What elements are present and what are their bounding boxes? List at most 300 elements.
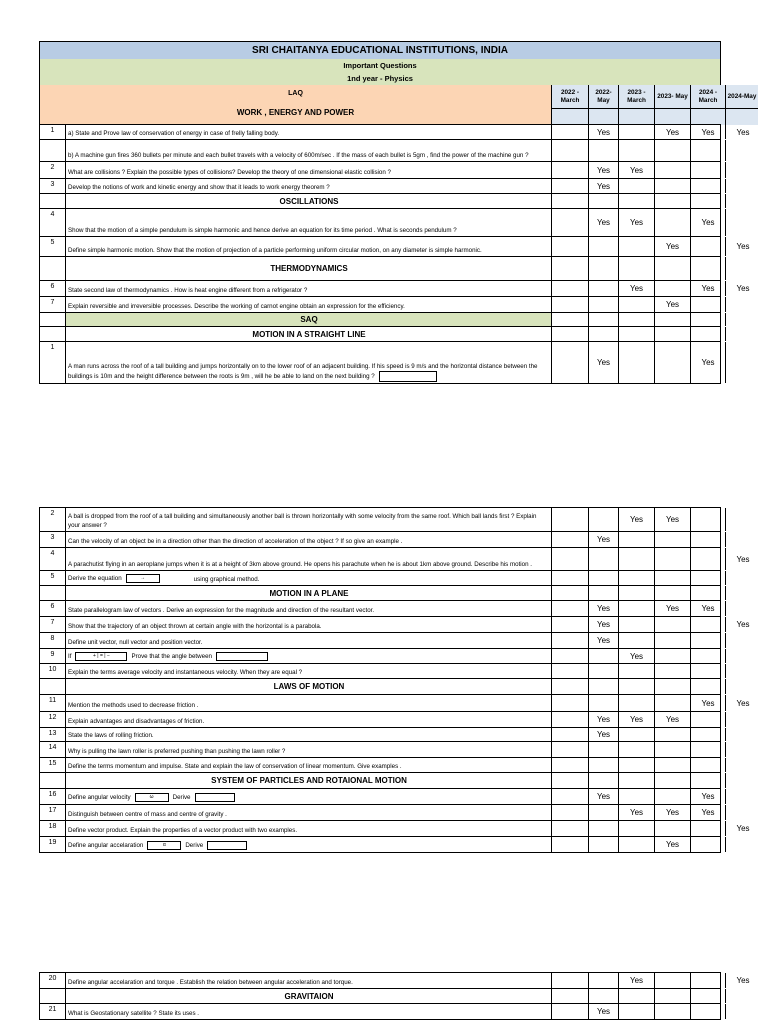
year-cell bbox=[654, 989, 690, 1003]
year-answer-cell: Yes bbox=[588, 162, 618, 178]
section-row bbox=[39, 586, 721, 601]
equation-image bbox=[195, 793, 235, 802]
year-answer-cell bbox=[725, 837, 760, 852]
year-header: 2024-May bbox=[725, 85, 758, 109]
section-title: MOTION IN A STRAIGHT LINE bbox=[65, 327, 552, 341]
year-answer-cell: Yes bbox=[654, 125, 690, 139]
question-text-part: A ball is dropped from the roof of a tall building and simultaneously another ball is thrown horizontally with some velocity from the same roof. Which ball lands first ? Explain your answer ? bbox=[68, 513, 537, 529]
year-answer-cell bbox=[551, 633, 588, 648]
year-header-blank bbox=[725, 109, 758, 125]
year-answer-cell: Yes bbox=[588, 532, 618, 547]
year-cell bbox=[690, 989, 725, 1003]
question-text bbox=[65, 695, 551, 711]
year-answer-cell bbox=[725, 789, 760, 804]
year-answer-cell bbox=[725, 162, 760, 178]
year-answer-cell bbox=[654, 695, 690, 711]
question-text bbox=[65, 649, 551, 663]
question-text-part: a) State and Prove law of conservation of energy in case of frelly falling body. bbox=[68, 129, 280, 137]
section-row bbox=[39, 773, 721, 789]
question-text-part: Derive the equation bbox=[68, 575, 122, 583]
year-answer-cell bbox=[654, 532, 690, 547]
year-answer-cell bbox=[654, 140, 690, 161]
equation-image: ω bbox=[135, 793, 169, 802]
year-cell bbox=[725, 586, 760, 600]
answer-box bbox=[379, 371, 437, 382]
year-cell bbox=[618, 327, 654, 341]
year-answer-cell bbox=[551, 125, 588, 139]
year-cell bbox=[690, 679, 725, 694]
year-answer-cell bbox=[725, 633, 760, 648]
question-text-part: Define unit vector, null vector and position vector. bbox=[68, 638, 203, 646]
year-header: 2022- May bbox=[588, 85, 618, 109]
year-cell bbox=[551, 257, 588, 280]
section-title: LAWS OF MOTION bbox=[65, 679, 552, 694]
question-text bbox=[65, 548, 551, 570]
year-cell bbox=[654, 586, 690, 600]
question-number: 8 bbox=[50, 635, 55, 642]
year-answer-cell bbox=[551, 237, 588, 256]
year-header: 2023- May bbox=[654, 85, 690, 109]
year-answer-cell bbox=[618, 342, 654, 383]
year-cell bbox=[551, 679, 588, 694]
year-answer-cell bbox=[654, 571, 690, 585]
year-cell bbox=[618, 313, 654, 326]
year-answer-cell bbox=[690, 712, 725, 727]
year-cell bbox=[725, 194, 760, 208]
year-answer-cell bbox=[654, 664, 690, 678]
year-answer-cell bbox=[725, 758, 760, 772]
year-answer-cell bbox=[690, 837, 725, 852]
year-header: 2022 - March bbox=[551, 85, 588, 109]
question-number: 19 bbox=[48, 839, 57, 846]
year-answer-cell bbox=[725, 179, 760, 193]
section-row bbox=[39, 989, 721, 1004]
question-text bbox=[65, 837, 551, 852]
year-answer-cell bbox=[588, 548, 618, 570]
question-row bbox=[39, 742, 721, 758]
year-answer-cell bbox=[654, 633, 690, 648]
year-answer-cell bbox=[551, 179, 588, 193]
question-text-part: State the laws of rolling friction. bbox=[68, 731, 154, 739]
question-text bbox=[65, 973, 551, 988]
question-row bbox=[39, 617, 750, 633]
question-text-part: Define angular velocity bbox=[68, 794, 131, 802]
year-answer-cell bbox=[690, 297, 725, 312]
year-answer-cell bbox=[551, 758, 588, 772]
question-row bbox=[39, 712, 721, 728]
section-row bbox=[39, 257, 721, 281]
year-answer-cell bbox=[618, 617, 654, 632]
question-text-part: Develop the notions of work and kinetic energy and show that it leads to work energy theorem ? bbox=[68, 183, 330, 191]
question-number: 7 bbox=[50, 619, 55, 626]
year-answer-cell: Yes bbox=[725, 548, 760, 570]
question-text bbox=[65, 508, 551, 531]
year-answer-cell bbox=[618, 571, 654, 585]
year-answer-cell bbox=[690, 728, 725, 741]
year-cell bbox=[690, 194, 725, 208]
year-answer-cell bbox=[588, 821, 618, 836]
question-text-part: using graphical method. bbox=[193, 575, 260, 583]
year-answer-cell: Yes bbox=[690, 695, 725, 711]
question-row bbox=[39, 728, 721, 742]
year-answer-cell: Yes bbox=[690, 342, 725, 383]
year-answer-cell bbox=[551, 712, 588, 727]
question-row bbox=[39, 633, 721, 649]
question-number: 5 bbox=[50, 239, 55, 246]
year-answer-cell: Yes bbox=[588, 712, 618, 727]
year-answer-cell bbox=[725, 742, 760, 757]
question-row bbox=[39, 664, 721, 679]
question-row bbox=[39, 821, 750, 837]
year-answer-cell bbox=[551, 297, 588, 312]
question-number: 6 bbox=[50, 603, 55, 610]
year-answer-cell: Yes bbox=[588, 789, 618, 804]
question-text-part: Explain advantages and disadvantages of friction. bbox=[68, 717, 205, 725]
year-header-blank bbox=[551, 109, 588, 125]
question-row bbox=[39, 571, 721, 586]
question-number: 15 bbox=[48, 760, 57, 767]
year-cell bbox=[618, 989, 654, 1003]
question-text bbox=[65, 125, 551, 139]
question-row bbox=[39, 124, 750, 140]
question-number: 18 bbox=[48, 823, 57, 830]
question-text-part: Define the terms momentum and impulse. State and explain the law of conservation of linear momentum. Give examples . bbox=[68, 762, 402, 770]
year-answer-cell bbox=[690, 237, 725, 256]
year-cell bbox=[588, 313, 618, 326]
year-cell bbox=[725, 313, 760, 326]
question-text-part: Explain the terms average velocity and instantaneous velocity. When they are equal ? bbox=[68, 668, 303, 676]
year-answer-cell bbox=[725, 209, 760, 236]
year-answer-cell bbox=[654, 758, 690, 772]
question-row bbox=[39, 237, 750, 257]
question-text-part: Derive bbox=[172, 794, 191, 802]
year-answer-cell bbox=[618, 140, 654, 161]
year-answer-cell bbox=[725, 140, 760, 161]
question-number: 1 bbox=[50, 344, 55, 351]
year-cell bbox=[725, 773, 760, 788]
question-text bbox=[65, 140, 551, 161]
year-answer-cell bbox=[725, 532, 760, 547]
year-answer-cell bbox=[725, 342, 760, 383]
year-answer-cell bbox=[690, 617, 725, 632]
question-text bbox=[65, 633, 551, 648]
question-row bbox=[39, 281, 750, 297]
year-answer-cell bbox=[690, 571, 725, 585]
year-answer-cell bbox=[654, 548, 690, 570]
year-answer-cell bbox=[690, 633, 725, 648]
year-answer-cell: Yes bbox=[618, 805, 654, 820]
question-row bbox=[39, 532, 721, 548]
year-answer-cell bbox=[654, 789, 690, 804]
year-answer-cell bbox=[725, 712, 760, 727]
year-answer-cell bbox=[618, 125, 654, 139]
section-title: OSCILLATIONS bbox=[65, 194, 552, 208]
year-answer-cell bbox=[654, 973, 690, 988]
year-answer-cell bbox=[588, 237, 618, 256]
year-answer-cell bbox=[654, 281, 690, 296]
question-number: 9 bbox=[50, 651, 55, 658]
year-cell bbox=[551, 773, 588, 788]
equation-image bbox=[207, 841, 247, 850]
question-text bbox=[65, 342, 551, 383]
year-cell bbox=[654, 679, 690, 694]
saq-table-page3 bbox=[39, 972, 750, 1020]
year-answer-cell: Yes bbox=[654, 508, 690, 531]
question-number: 20 bbox=[48, 975, 57, 982]
year-answer-cell bbox=[654, 649, 690, 663]
question-text-part: State second law of thermodynamics . How is heat engine different from a refrigerator ? bbox=[68, 286, 308, 294]
year-answer-cell bbox=[618, 664, 654, 678]
year-answer-cell bbox=[725, 728, 760, 741]
year-answer-cell bbox=[690, 179, 725, 193]
year-cell bbox=[690, 773, 725, 788]
year-answer-cell: Yes bbox=[690, 601, 725, 616]
year-answer-cell bbox=[725, 649, 760, 663]
year-answer-cell bbox=[551, 548, 588, 570]
year-cell bbox=[588, 773, 618, 788]
year-answer-cell bbox=[551, 695, 588, 711]
question-row bbox=[39, 695, 750, 712]
year-answer-cell bbox=[618, 601, 654, 616]
year-answer-cell bbox=[618, 758, 654, 772]
year-answer-cell bbox=[551, 601, 588, 616]
year-answer-cell bbox=[551, 789, 588, 804]
year-cell bbox=[690, 327, 725, 341]
year-answer-cell: Yes bbox=[654, 805, 690, 820]
year-answer-cell bbox=[725, 508, 760, 531]
year-answer-cell: Yes bbox=[618, 281, 654, 296]
question-text bbox=[65, 237, 551, 256]
year-answer-cell bbox=[551, 742, 588, 757]
year-header-blank bbox=[690, 109, 725, 125]
section-row bbox=[39, 313, 721, 327]
year-answer-cell: Yes bbox=[618, 162, 654, 178]
year-answer-cell: Yes bbox=[725, 125, 760, 139]
year-answer-cell bbox=[588, 805, 618, 820]
year-answer-cell: Yes bbox=[588, 728, 618, 741]
question-row bbox=[39, 209, 721, 237]
question-text bbox=[65, 1004, 551, 1019]
question-row bbox=[39, 837, 721, 853]
year-header: 2024 - March bbox=[690, 85, 725, 109]
question-row bbox=[39, 297, 721, 313]
year-cell bbox=[588, 327, 618, 341]
year-answer-cell: Yes bbox=[690, 209, 725, 236]
question-text-part: Can the velocity of an object be in a direction other than the direction of acceleration of the object ? If so give an example . bbox=[68, 537, 403, 545]
section-row bbox=[39, 679, 721, 695]
question-row bbox=[39, 507, 721, 532]
question-number: 17 bbox=[48, 807, 57, 814]
question-number: 2 bbox=[50, 510, 55, 517]
section-title: SYSTEM OF PARTICLES AND ROTAIONAL MOTION bbox=[65, 773, 552, 788]
question-text bbox=[65, 789, 551, 804]
question-row bbox=[39, 342, 721, 384]
year-answer-cell bbox=[654, 742, 690, 757]
year-answer-cell bbox=[588, 973, 618, 988]
year-answer-cell bbox=[690, 649, 725, 663]
year-cell bbox=[725, 989, 760, 1003]
question-text bbox=[65, 821, 551, 836]
year-cell bbox=[618, 257, 654, 280]
year-cell bbox=[588, 194, 618, 208]
laq-table bbox=[39, 124, 750, 384]
year-answer-cell: Yes bbox=[690, 789, 725, 804]
question-text-part: Show that the motion of a simple pendulum is simple harmonic and hence derive an equation for its time period . What is seconds pendulum ? bbox=[68, 226, 457, 234]
question-text bbox=[65, 742, 551, 757]
header-block bbox=[39, 41, 757, 124]
year-cell bbox=[618, 194, 654, 208]
year-answer-cell bbox=[618, 297, 654, 312]
year-answer-cell bbox=[551, 209, 588, 236]
question-text bbox=[65, 601, 551, 616]
year-cell bbox=[551, 194, 588, 208]
year-answer-cell bbox=[690, 742, 725, 757]
year-cell bbox=[551, 313, 588, 326]
year-cell bbox=[618, 679, 654, 694]
question-text bbox=[65, 728, 551, 741]
question-row bbox=[39, 162, 721, 179]
question-text-part: State parallelogram law of vectors . Derive an expression for the magnitude and direction of the resultant vector. bbox=[68, 606, 375, 614]
year-answer-cell bbox=[588, 695, 618, 711]
year-answer-cell: Yes bbox=[588, 179, 618, 193]
question-text-part: Prove that the angle between bbox=[131, 653, 212, 661]
question-row bbox=[39, 649, 721, 664]
year-answer-cell bbox=[690, 162, 725, 178]
question-text bbox=[65, 758, 551, 772]
section-title: SAQ bbox=[65, 313, 552, 326]
year-answer-cell bbox=[551, 532, 588, 547]
year-answer-cell: Yes bbox=[654, 712, 690, 727]
question-row bbox=[39, 758, 721, 773]
year-answer-cell: Yes bbox=[725, 695, 760, 711]
year-answer-cell bbox=[588, 837, 618, 852]
question-row bbox=[39, 805, 721, 821]
year-answer-cell bbox=[551, 649, 588, 663]
year-cell bbox=[588, 679, 618, 694]
year-answer-cell bbox=[618, 633, 654, 648]
year-answer-cell: Yes bbox=[588, 342, 618, 383]
question-number: 13 bbox=[48, 730, 57, 737]
section-row bbox=[39, 194, 721, 209]
laq-label: LAQ bbox=[288, 90, 303, 97]
year-cell bbox=[725, 679, 760, 694]
year-answer-cell: Yes bbox=[690, 805, 725, 820]
year-answer-cell: Yes bbox=[618, 209, 654, 236]
year-answer-cell bbox=[551, 821, 588, 836]
subtitle: Important Questions bbox=[40, 59, 720, 72]
year-answer-cell bbox=[618, 179, 654, 193]
question-text-part: Derive bbox=[185, 842, 204, 850]
question-text-part: If bbox=[68, 653, 72, 661]
question-text bbox=[65, 209, 551, 236]
question-text-part: Show that the trajectory of an object thrown at certain angle with the horizontal is a parabola. bbox=[68, 622, 322, 630]
year-cell bbox=[690, 313, 725, 326]
class-line: 1nd year - Physics bbox=[40, 72, 720, 85]
year-answer-cell bbox=[618, 821, 654, 836]
year-answer-cell bbox=[725, 601, 760, 616]
year-answer-cell: Yes bbox=[654, 601, 690, 616]
year-cell bbox=[588, 586, 618, 600]
question-number: 4 bbox=[50, 211, 55, 218]
year-answer-cell bbox=[654, 162, 690, 178]
question-row bbox=[39, 140, 721, 162]
year-header-blank bbox=[618, 109, 654, 125]
year-answer-cell bbox=[654, 728, 690, 741]
year-answer-cell bbox=[551, 571, 588, 585]
year-answer-cell bbox=[654, 209, 690, 236]
year-cell bbox=[725, 257, 760, 280]
year-cell bbox=[618, 773, 654, 788]
equation-image: α bbox=[147, 841, 181, 850]
year-header-blank bbox=[588, 109, 618, 125]
question-text-part: Why is pulling the lawn roller is preferred pushing than pushing the lawn roller ? bbox=[68, 747, 286, 755]
question-text bbox=[65, 162, 551, 178]
year-cell bbox=[690, 257, 725, 280]
question-text-part: A man runs across the roof of a tall building and jumps horizontally on to the lower roof of an adjacent building. If his speed is 9 m/s and the horizontal distance between the buildings is 10m and the height difference between the roots is 9m , will he be able to land on the next building ? bbox=[68, 362, 538, 381]
year-answer-cell bbox=[588, 281, 618, 296]
year-answer-cell bbox=[725, 297, 760, 312]
question-number: 16 bbox=[48, 791, 57, 798]
year-cell bbox=[551, 586, 588, 600]
year-answer-cell: Yes bbox=[725, 617, 760, 632]
year-answer-cell: Yes bbox=[588, 1004, 618, 1019]
question-row bbox=[39, 548, 750, 571]
year-cell bbox=[654, 773, 690, 788]
question-text-part: Distinguish between centre of mass and centre of gravity . bbox=[68, 810, 227, 818]
year-answer-cell bbox=[654, 617, 690, 632]
year-answer-cell: Yes bbox=[588, 617, 618, 632]
year-answer-cell bbox=[551, 140, 588, 161]
year-answer-cell: Yes bbox=[690, 125, 725, 139]
year-answer-cell: Yes bbox=[618, 508, 654, 531]
section-row bbox=[39, 327, 721, 342]
year-answer-cell bbox=[725, 1004, 760, 1019]
question-text-part: Define angular accelaration bbox=[68, 842, 144, 850]
year-answer-cell: Yes bbox=[618, 712, 654, 727]
year-answer-cell bbox=[551, 728, 588, 741]
question-text-part: Explain reversible and irreversible processes. Describe the working of carnot engine obtain an expression for the efficiency. bbox=[68, 302, 405, 310]
year-answer-cell: Yes bbox=[690, 281, 725, 296]
year-answer-cell bbox=[618, 1004, 654, 1019]
year-cell bbox=[654, 257, 690, 280]
year-answer-cell bbox=[654, 821, 690, 836]
question-number: 10 bbox=[48, 666, 57, 673]
question-row bbox=[39, 179, 721, 194]
question-text bbox=[65, 532, 551, 547]
question-number: 3 bbox=[50, 181, 55, 188]
question-number: 2 bbox=[50, 164, 55, 171]
year-cell bbox=[588, 989, 618, 1003]
year-cell bbox=[551, 327, 588, 341]
year-answer-cell bbox=[588, 649, 618, 663]
year-answer-cell: Yes bbox=[588, 633, 618, 648]
year-answer-cell bbox=[690, 973, 725, 988]
year-answer-cell: Yes bbox=[654, 237, 690, 256]
question-text-part: Define simple harmonic motion. Show that the motion of projection of a particle performing uniform circular motion, on any diameter is simple harmonic. bbox=[68, 246, 482, 254]
question-text-part: b) A machine gun fires 360 bullets per minute and each bullet travels with a velocity of 600m/sec . If the mass of each bullet is 5gm , find the power of the machine gun ? bbox=[68, 151, 529, 159]
question-row bbox=[39, 1004, 721, 1020]
year-cell bbox=[654, 313, 690, 326]
year-answer-cell bbox=[588, 742, 618, 757]
year-answer-cell: Yes bbox=[588, 209, 618, 236]
year-answer-cell: Yes bbox=[618, 973, 654, 988]
year-answer-cell bbox=[690, 664, 725, 678]
question-text bbox=[65, 617, 551, 632]
section-title: GRAVITAION bbox=[65, 989, 552, 1003]
question-number: 21 bbox=[48, 1006, 57, 1013]
question-text bbox=[65, 805, 551, 820]
year-header: 2023 - March bbox=[618, 85, 654, 109]
